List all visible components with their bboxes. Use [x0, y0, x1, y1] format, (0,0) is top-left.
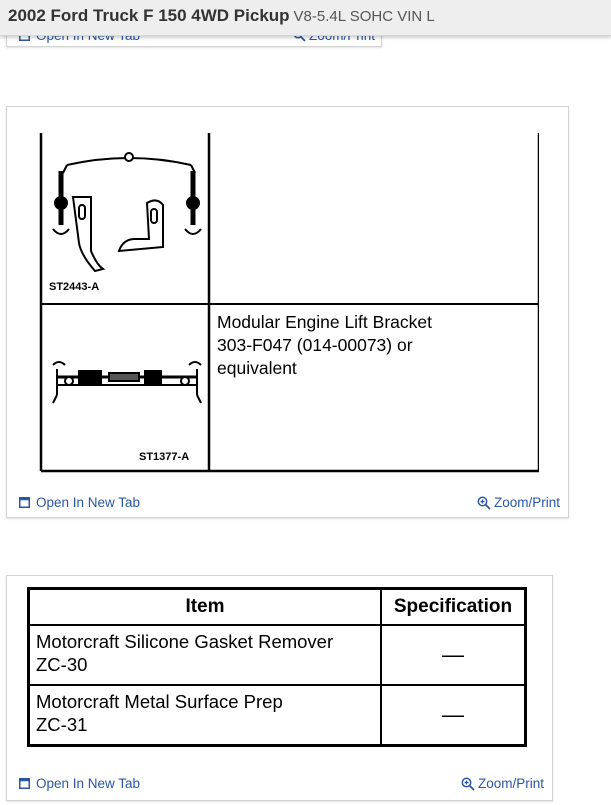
zoom-print-label: Zoom/Print — [493, 495, 560, 510]
table-header-row — [29, 589, 526, 626]
table-row — [29, 625, 526, 685]
tool-description-line: equivalent — [217, 358, 297, 378]
item-line: ZC-30 — [36, 654, 88, 675]
page-subtitle: V8-5.4L SOHC VIN L — [293, 8, 435, 25]
zoom-print-link[interactable] — [477, 495, 560, 510]
table-cell-spec: — — [381, 625, 526, 685]
open-in-new-tab-label: Open In New Tab — [36, 776, 141, 791]
figure-label-top: ST2443-A — [49, 281, 100, 293]
open-in-new-tab-link[interactable] — [19, 495, 140, 510]
table-cell-item — [29, 685, 382, 746]
zoom-magnifier-icon — [461, 777, 475, 791]
page-title: 2002 Ford Truck F 150 4WD Pickup — [8, 6, 290, 25]
tool-illustration — [39, 133, 539, 473]
table-row — [29, 685, 526, 746]
column-header-item: Item — [29, 589, 382, 626]
table-card — [6, 575, 553, 801]
tool-diagram — [39, 133, 539, 473]
open-new-tab-icon — [19, 497, 30, 508]
open-new-tab-icon — [19, 778, 30, 789]
zoom-print-label: Zoom/Print — [477, 776, 544, 791]
tool-description-line: 303-F047 (014-00073) or — [217, 335, 413, 355]
open-in-new-tab-label: Open In New Tab — [36, 495, 141, 510]
table-cell-item — [29, 625, 382, 685]
item-line: Motorcraft Silicone Gasket Remover — [36, 631, 334, 652]
tool-description-line: Modular Engine Lift Bracket — [217, 312, 432, 332]
zoom-magnifier-icon — [477, 496, 491, 510]
specification-table — [27, 587, 527, 747]
tool-description — [217, 311, 517, 380]
figure-label-bottom: ST1377-A — [139, 451, 190, 463]
item-line: Motorcraft Metal Surface Prep — [36, 691, 283, 712]
table-cell-spec: — — [381, 685, 526, 746]
open-in-new-tab-link[interactable] — [19, 776, 140, 791]
column-header-specification: Specification — [381, 589, 526, 626]
figure-card — [6, 106, 569, 518]
zoom-print-link[interactable] — [461, 776, 544, 791]
page-header — [0, 0, 611, 36]
item-line: ZC-31 — [36, 714, 88, 735]
